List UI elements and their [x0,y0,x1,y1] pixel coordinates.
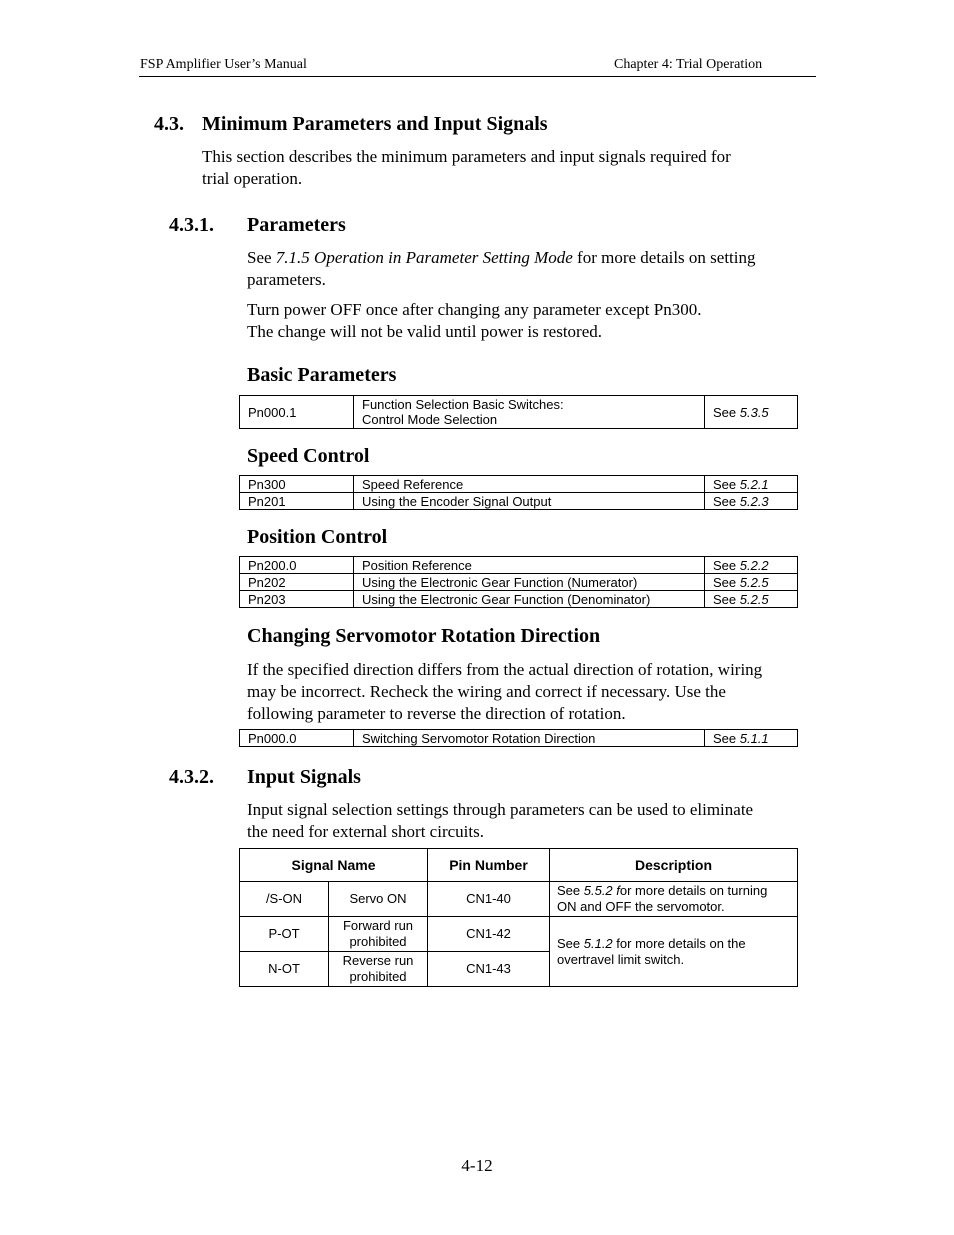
signal-name-line2: prohibited [349,934,407,949]
reference-link[interactable]: 5.2.5 [739,591,769,607]
table-row [240,730,798,747]
signal-description [550,882,798,917]
see-label: See [713,404,740,420]
param-code: Pn000.1 [240,396,354,429]
input-signals-table [239,848,798,987]
input-signals-number: 4.3.2. [169,766,214,788]
basic-parameters-table [239,395,798,429]
rotation-direction-text [247,659,827,725]
param-reference [705,396,798,429]
signal-name-line1: Forward run [342,918,414,933]
table-row [240,476,798,493]
table-row [240,591,798,608]
reference-link[interactable]: 5.2.5 [739,574,769,590]
signal-name [329,952,428,987]
reference-link[interactable]: 5.3.5 [739,404,769,420]
speed-control-title: Speed Control [247,445,370,467]
rotation-direction-table [239,729,798,747]
see-prefix: See [247,248,276,267]
param-description: Using the Encoder Signal Output [354,493,705,510]
header-pin-number: Pin Number [428,849,550,882]
section-intro [202,146,731,190]
param-code: Pn203 [240,591,354,608]
table-row [240,557,798,574]
section-number: 4.3. [154,113,184,135]
input-signals-line1: Input signal selection settings through parameters can be used to eliminate [247,800,754,819]
reference-link[interactable]: 5.1.1 [739,730,769,746]
header-signal-name: Signal Name [240,849,428,882]
reference-link[interactable]: 5.2.1 [739,476,769,492]
signal-code: N-OT [240,952,329,987]
see-label: See [557,883,584,898]
description-text-line2: ON and OFF the servomotor. [557,899,725,914]
parameters-note [247,299,701,343]
description-text-line2: overtravel limit switch. [557,951,685,967]
basic-parameters-title: Basic Parameters [247,364,397,386]
header-rule [139,76,816,77]
table-row [240,882,798,917]
see-label: See [557,935,584,951]
signal-name [329,917,428,952]
param-reference [705,493,798,510]
header-manual-title: FSP Amplifier User’s Manual [140,57,307,72]
param-code: Pn200.0 [240,557,354,574]
see-line2: parameters. [247,270,326,289]
pin-number: CN1-42 [428,917,550,952]
signal-code: /S-ON [240,882,329,917]
see-label: See [713,591,740,607]
table-row [240,574,798,591]
see-reference: 7.1.5 Operation in Parameter Setting Mode [275,248,573,267]
signal-name: Servo ON [329,882,428,917]
rotation-direction-title: Changing Servomotor Rotation Direction [247,625,601,647]
param-description-line2: Control Mode Selection [362,412,498,427]
header-description: Description [550,849,798,882]
header-chapter-title: Chapter 4: Trial Operation [614,57,763,72]
param-description-line1: Function Selection Basic Switches: [362,397,564,412]
parameters-see-text [247,247,817,291]
description-text: for more details on the [612,935,746,951]
section-title: Minimum Parameters and Input Signals [202,113,548,135]
param-description: Using the Electronic Gear Function (Denominator) [354,591,705,608]
note-line1: Turn power OFF once after changing any parameter except Pn300. [247,300,702,319]
see-label: See [713,493,740,509]
table-row [240,917,798,952]
reference-link[interactable]: 5.5.2 f [583,883,620,898]
param-description: Using the Electronic Gear Function (Numerator) [354,574,705,591]
position-control-title: Position Control [247,526,388,548]
param-reference [705,574,798,591]
param-description: Switching Servomotor Rotation Direction [354,730,705,747]
signal-name-line1: Reverse run [342,953,414,968]
see-label: See [713,574,740,590]
section-intro-line1: This section describes the minimum parameters and input signals required for [202,147,731,166]
param-reference [705,730,798,747]
param-code: Pn202 [240,574,354,591]
table-header-row [240,849,798,882]
param-code: Pn300 [240,476,354,493]
param-description: Position Reference [354,557,705,574]
input-signals-text [247,799,827,843]
signal-name-line2: prohibited [349,969,407,984]
rotation-line3: following parameter to reverse the direction of rotation. [247,704,626,723]
parameters-number: 4.3.1. [169,214,214,236]
pin-number: CN1-40 [428,882,550,917]
section-intro-line2: trial operation. [202,169,303,188]
parameters-title: Parameters [247,214,346,236]
see-label: See [713,557,740,573]
param-description [354,396,705,429]
param-code: Pn201 [240,493,354,510]
see-label: See [713,476,740,492]
rotation-line2: may be incorrect. Recheck the wiring and correct if necessary. Use the [247,682,726,701]
position-control-table [239,556,798,608]
reference-link[interactable]: 5.2.3 [739,493,769,509]
note-line2: The change will not be valid until power is restored. [247,322,603,341]
pin-number: CN1-43 [428,952,550,987]
signal-code: P-OT [240,917,329,952]
reference-link[interactable]: 5.2.2 [739,557,769,573]
table-row [240,493,798,510]
see-suffix: for more details on setting [572,248,756,267]
reference-link[interactable]: 5.1.2 [583,935,613,951]
input-signals-line2: the need for external short circuits. [247,822,484,841]
table-row [240,396,798,429]
param-reference [705,557,798,574]
page-number: 4-12 [461,1156,493,1175]
description-text: or more details on turning [619,883,768,898]
param-reference [705,476,798,493]
see-label: See [713,730,740,746]
param-code: Pn000.0 [240,730,354,747]
param-reference [705,591,798,608]
rotation-line1: If the specified direction differs from the actual direction of rotation, wiring [247,660,763,679]
param-description: Speed Reference [354,476,705,493]
input-signals-title: Input Signals [247,766,361,788]
signal-description [550,917,798,987]
speed-control-table [239,475,798,510]
